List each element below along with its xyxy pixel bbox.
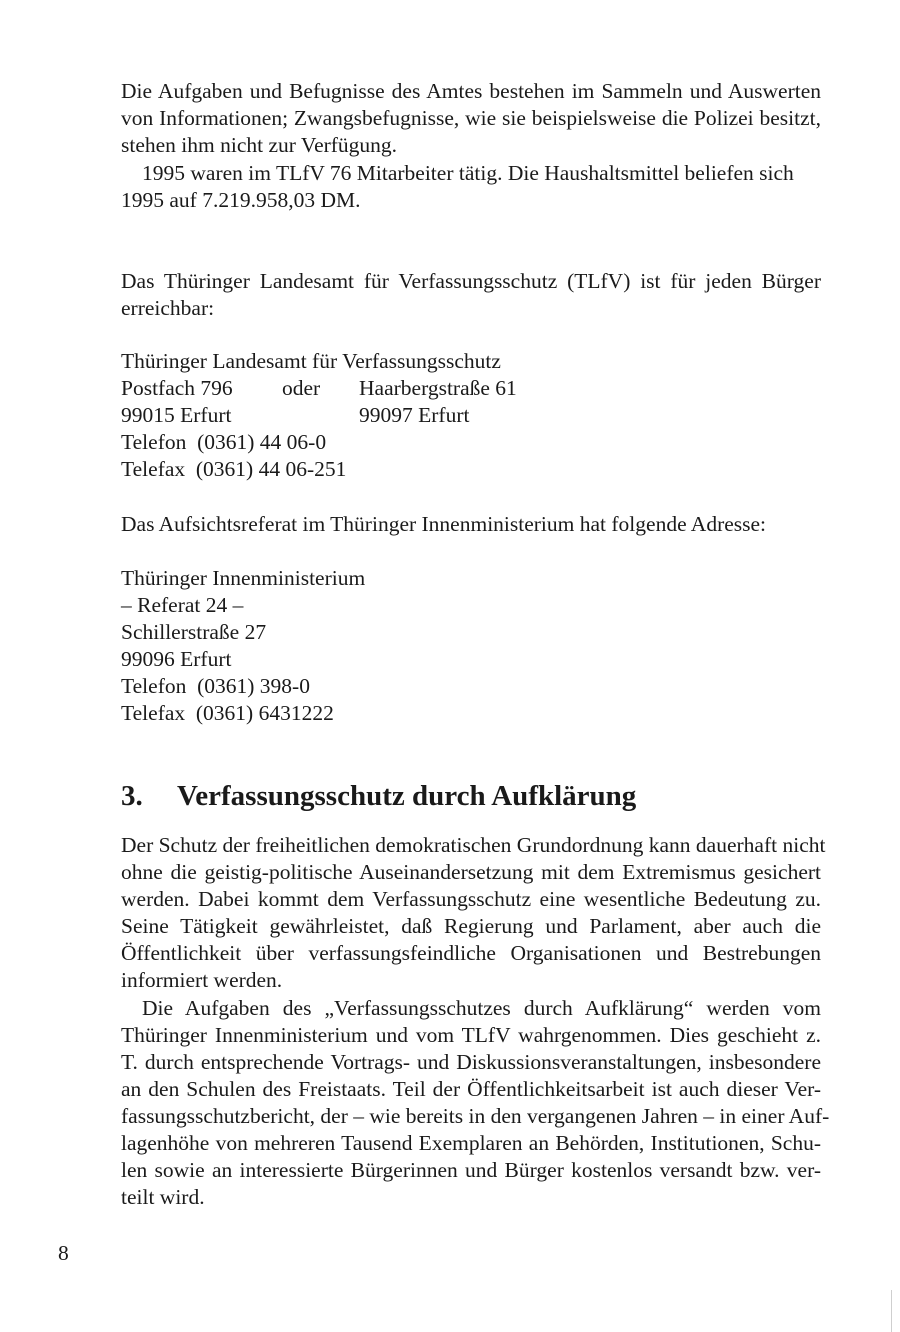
address2-line-1: Thüringer Innenministerium — [121, 566, 366, 590]
section-heading — [121, 778, 636, 814]
para6-line-8: teilt wird. — [121, 1185, 205, 1209]
para1-line-3: stehen ihm nicht zur Verfügung. — [121, 133, 398, 157]
para5-line-6: informiert werden. — [121, 968, 283, 992]
address2-line-3: Schillerstraße 27 — [121, 620, 267, 644]
para1-line-2: von Informationen; Zwangsbefugnisse, wie sie beispielsweise die Polizei besitzt, — [121, 106, 821, 130]
address1-zip2: 99097 Erfurt — [359, 403, 470, 427]
para3-line-2: erreichbar: — [121, 296, 215, 320]
para6-line-3: T. durch entsprechende Vortrags- und Diskussionsveranstaltungen, insbesondere — [121, 1050, 821, 1074]
address2-line-2: – Referat 24 – — [121, 593, 244, 617]
address2-line-6: Telefax (0361) 6431222 — [121, 701, 334, 725]
para5-line-4: Seine Tätigkeit gewährleistet, daß Regierung und Parlament, aber auch die — [121, 914, 821, 938]
address1-street: Haarbergstraße 61 — [359, 376, 517, 400]
para2-line-2: 1995 auf 7.219.958,03 DM. — [121, 188, 361, 212]
address1-postfach: Postfach 796 — [121, 376, 233, 400]
para6-line-6: lagenhöhe von mehreren Tausend Exemplaren an Behörden, Institutionen, Schu- — [121, 1131, 821, 1155]
para1-line-1: Die Aufgaben und Befugnisse des Amtes bestehen im Sammeln und Auswerten — [121, 79, 821, 103]
para5-line-3: werden. Dabei kommt dem Verfassungsschutz eine wesentliche Bedeutung zu. — [121, 887, 821, 911]
scan-edge-mark — [891, 1290, 892, 1332]
section-number: 3. — [121, 780, 143, 812]
address1-zip1: 99015 Erfurt — [121, 403, 232, 427]
address1-telefax: Telefax (0361) 44 06-251 — [121, 457, 347, 481]
section-title: Verfassungsschutz durch Aufklärung — [177, 780, 637, 812]
address1-name: Thüringer Landesamt für Verfassungsschutz — [121, 349, 501, 373]
para2-line-1: 1995 waren im TLfV 76 Mitarbeiter tätig. Die Haushaltsmittel beliefen sich — [142, 161, 794, 185]
para5-line-5: Öffentlichkeit über verfassungsfeindliche Organisationen und Bestrebungen — [121, 941, 821, 965]
address1-telefon: Telefon (0361) 44 06-0 — [121, 430, 327, 454]
para6-line-1: Die Aufgaben des „Verfassungsschutzes durch Aufklärung“ werden vom — [142, 996, 821, 1020]
address2-line-4: 99096 Erfurt — [121, 647, 232, 671]
para6-line-2: Thüringer Innenministerium und vom TLfV wahrgenommen. Dies geschieht z. — [121, 1023, 821, 1047]
para5-line-2: ohne die geistig-politische Auseinandersetzung mit dem Extremismus gesichert — [121, 860, 821, 884]
para4-line: Das Aufsichtsreferat im Thüringer Innenministerium hat folgende Adresse: — [121, 512, 767, 536]
para6-line-4: an den Schulen des Freistaats. Teil der Öffentlichkeitsarbeit ist auch dieser Ver- — [121, 1077, 821, 1101]
para6-line-5: fassungsschutzbericht, der – wie bereits in den vergangenen Jahren – in einer Auf- — [121, 1104, 830, 1128]
para3-line-1: Das Thüringer Landesamt für Verfassungsschutz (TLfV) ist für jeden Bürger — [121, 269, 821, 293]
para6-line-7: len sowie an interessierte Bürgerinnen und Bürger kostenlos versandt bzw. ver- — [121, 1158, 821, 1182]
address1-oder: oder — [282, 376, 321, 400]
address2-line-5: Telefon (0361) 398-0 — [121, 674, 310, 698]
para5-line-1: Der Schutz der freiheitlichen demokratischen Grundordnung kann dauerhaft nicht — [121, 833, 826, 857]
page-number: 8 — [58, 1241, 69, 1265]
